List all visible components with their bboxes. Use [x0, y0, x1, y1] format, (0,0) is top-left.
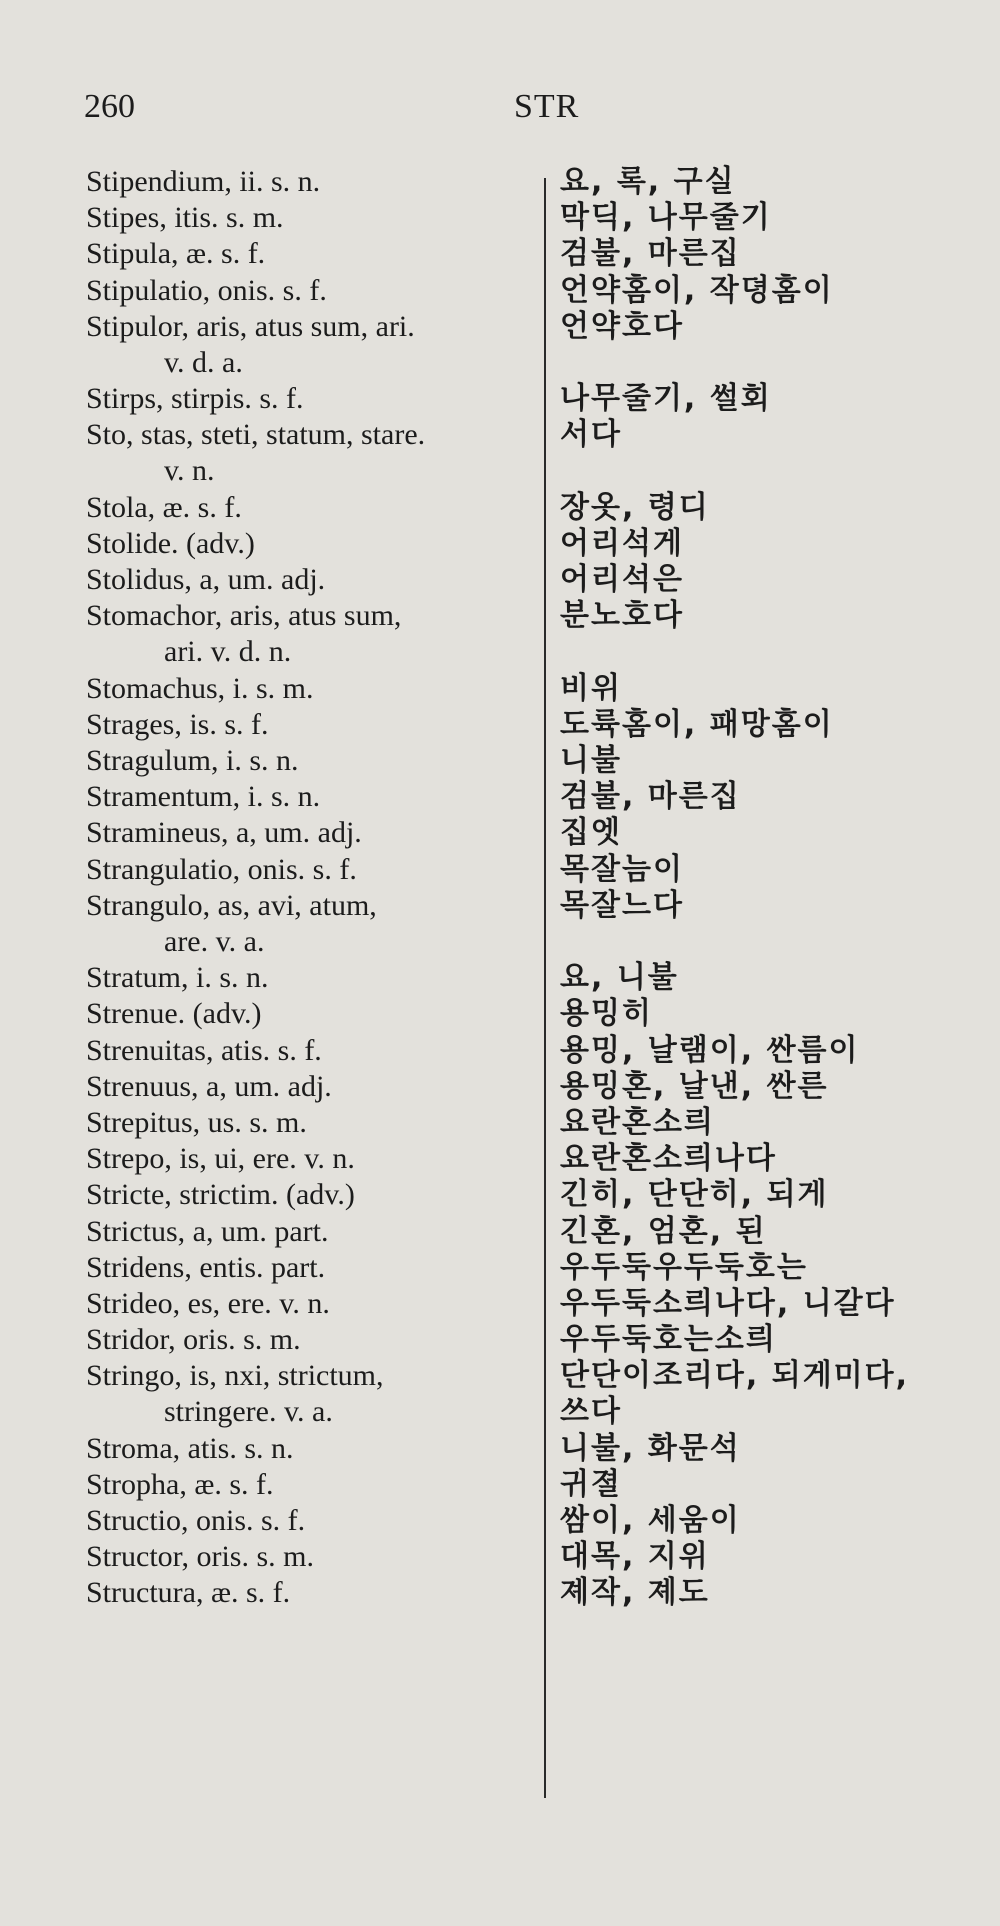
page-header — [84, 88, 844, 138]
entry-row — [0, 707, 1000, 743]
entry-row — [0, 562, 1000, 598]
latin-term — [86, 309, 536, 381]
latin-term: Stricte, strictim. (adv.) — [86, 1178, 355, 1212]
latin-term: Stomachus, i. s. m. — [86, 671, 314, 705]
korean-gloss: 요란혼소릐나다 — [560, 1141, 777, 1177]
entry-row — [0, 164, 1000, 200]
latin-term: Stolidus, a, um. adj. — [86, 563, 326, 597]
korean-gloss: 도륙홈이, 패망홈이 — [560, 706, 834, 742]
running-head: STR — [514, 88, 580, 125]
korean-gloss: 긴혼, 엄혼, 된 — [560, 1213, 767, 1249]
entry-row — [0, 273, 1000, 309]
entry-row — [0, 743, 1000, 779]
entry-row — [0, 200, 1000, 236]
korean-gloss: 요, 니불 — [560, 960, 679, 996]
korean-gloss: 비위 — [560, 670, 622, 706]
korean-gloss: 어리석게 — [560, 525, 684, 561]
latin-term: Stolide. (adv.) — [86, 526, 255, 560]
entry-row — [0, 852, 1000, 888]
latin-term-line2: are. v. a. — [164, 924, 265, 958]
entry-row — [0, 671, 1000, 707]
latin-term: Stipes, itis. s. m. — [86, 201, 284, 235]
entry-row — [0, 1250, 1000, 1286]
entry-row — [0, 1503, 1000, 1539]
entry-list — [0, 164, 1000, 1612]
entry-row — [0, 996, 1000, 1032]
korean-gloss: 쌈이, 세움이 — [560, 1503, 741, 1539]
entry-row — [0, 779, 1000, 815]
korean-gloss: 니불, 화문석 — [560, 1430, 741, 1466]
latin-term: Stridor, oris. s. m. — [86, 1323, 301, 1357]
korean-gloss: 서다 — [560, 417, 622, 453]
entry-row — [0, 526, 1000, 562]
latin-term-line2: v. d. a. — [164, 345, 243, 379]
latin-term: Strepo, is, ui, ere. v. n. — [86, 1142, 355, 1176]
entry-row — [0, 1069, 1000, 1105]
korean-gloss: 용밍혼, 날낸, 싼른 — [560, 1068, 829, 1104]
latin-term-line1: Strangulo, as, avi, atum, — [86, 888, 377, 922]
entry-row — [0, 815, 1000, 851]
latin-term: Strenuus, a, um. adj. — [86, 1069, 332, 1103]
latin-term: Structio, onis. s. f. — [86, 1504, 306, 1538]
korean-gloss: 나무줄기, 썰회 — [560, 381, 772, 417]
korean-gloss: 요란혼소릐 — [560, 1104, 715, 1140]
latin-term: Stipendium, ii. s. n. — [86, 165, 321, 198]
latin-term-line2: ari. v. d. n. — [164, 635, 292, 669]
entry-row — [0, 1539, 1000, 1575]
latin-term: Strenuitas, atis. s. f. — [86, 1033, 322, 1067]
korean-gloss: 귀졀 — [560, 1466, 622, 1502]
latin-term: Strepitus, us. s. m. — [86, 1105, 307, 1139]
latin-term-line1: Sto, stas, steti, statum, stare. — [86, 418, 426, 452]
korean-gloss: 목잘느다 — [560, 887, 684, 923]
latin-term: Stramineus, a, um. adj. — [86, 816, 362, 850]
latin-term: Stratum, i. s. n. — [86, 961, 269, 995]
entry-row — [0, 490, 1000, 526]
entry-row — [0, 1358, 1000, 1430]
latin-term: Stroma, atis. s. n. — [86, 1431, 294, 1465]
korean-gloss: 대목, 지위 — [560, 1539, 710, 1575]
entry-row — [0, 1286, 1000, 1322]
latin-term: Strideo, es, ere. v. n. — [86, 1286, 330, 1320]
entry-row — [0, 1322, 1000, 1358]
entry-row — [0, 236, 1000, 272]
latin-term: Stridens, entis. part. — [86, 1250, 326, 1284]
entry-row — [0, 1141, 1000, 1177]
latin-term: Strangulatio, onis. s. f. — [86, 852, 357, 886]
korean-gloss: 목잘늠이 — [560, 851, 684, 887]
entry-row — [0, 309, 1000, 381]
latin-term-line2: stringere. v. a. — [164, 1395, 333, 1429]
entry-row — [0, 1467, 1000, 1503]
latin-term: Strenue. (adv.) — [86, 997, 262, 1031]
entry-row — [0, 1105, 1000, 1141]
latin-term: Stropha, æ. s. f. — [86, 1467, 274, 1501]
latin-term: Strages, is. s. f. — [86, 707, 269, 741]
latin-term — [86, 417, 536, 489]
entry-row — [0, 417, 1000, 489]
korean-gloss: 장옷, 령디 — [560, 489, 710, 525]
korean-gloss: 언약호다 — [560, 308, 684, 344]
latin-term: Stipulatio, onis. s. f. — [86, 273, 327, 307]
korean-gloss-line1: 단단이조리다, 되게미다, — [560, 1358, 910, 1394]
latin-term-line1: Stringo, is, nxi, strictum, — [86, 1359, 384, 1393]
korean-gloss-line2: 쓰다 — [560, 1394, 622, 1430]
latin-term: Stramentum, i. s. n. — [86, 780, 321, 814]
entry-row — [0, 1177, 1000, 1213]
latin-term: Stipula, æ. s. f. — [86, 237, 266, 271]
entry-row — [0, 888, 1000, 960]
korean-gloss: 우두둑소릐나다, 니갈다 — [560, 1285, 896, 1321]
korean-gloss: 언약홈이, 작뎡홈이 — [560, 272, 834, 308]
latin-term — [86, 598, 536, 670]
latin-term-line2: v. n. — [164, 454, 215, 488]
latin-term: Structura, æ. s. f. — [86, 1576, 291, 1610]
korean-gloss: 집엣 — [560, 815, 622, 851]
latin-term: Strictus, a, um. part. — [86, 1214, 329, 1248]
page-number: 260 — [84, 88, 135, 125]
korean-gloss: 어리석은 — [560, 562, 684, 598]
latin-term-line1: Stipulor, aris, atus sum, ari. — [86, 309, 415, 343]
latin-term: Structor, oris. s. m. — [86, 1540, 314, 1574]
latin-term: Stola, æ. s. f. — [86, 490, 242, 524]
entry-row — [0, 1431, 1000, 1467]
korean-gloss: 검불, 마른집 — [560, 779, 741, 815]
korean-gloss: 졔작, 졔도 — [560, 1575, 710, 1611]
korean-gloss — [560, 1358, 990, 1430]
latin-term — [86, 1358, 536, 1430]
korean-gloss: 우두둑우두둑호는 — [560, 1249, 808, 1285]
entry-row — [0, 1033, 1000, 1069]
entry-row — [0, 1214, 1000, 1250]
korean-gloss: 요, 록, 구실 — [560, 164, 736, 199]
korean-gloss: 우두둑호는소릐 — [560, 1322, 777, 1358]
korean-gloss: 막딕, 나무줄기 — [560, 200, 772, 236]
entry-row — [0, 1575, 1000, 1611]
korean-gloss: 용밍히 — [560, 996, 653, 1032]
entry-row — [0, 598, 1000, 670]
latin-term-line1: Stomachor, aris, atus sum, — [86, 599, 402, 633]
korean-gloss: 니불 — [560, 743, 622, 779]
korean-gloss: 분노호다 — [560, 598, 684, 634]
latin-term — [86, 888, 536, 960]
latin-term: Stragulum, i. s. n. — [86, 744, 299, 778]
latin-term: Stirps, stirpis. s. f. — [86, 382, 304, 416]
korean-gloss: 긴히, 단단히, 되게 — [560, 1177, 829, 1213]
entry-row — [0, 381, 1000, 417]
korean-gloss: 용밍, 날램이, 싼름이 — [560, 1032, 860, 1068]
korean-gloss: 검불, 마른집 — [560, 236, 741, 272]
entry-row — [0, 960, 1000, 996]
